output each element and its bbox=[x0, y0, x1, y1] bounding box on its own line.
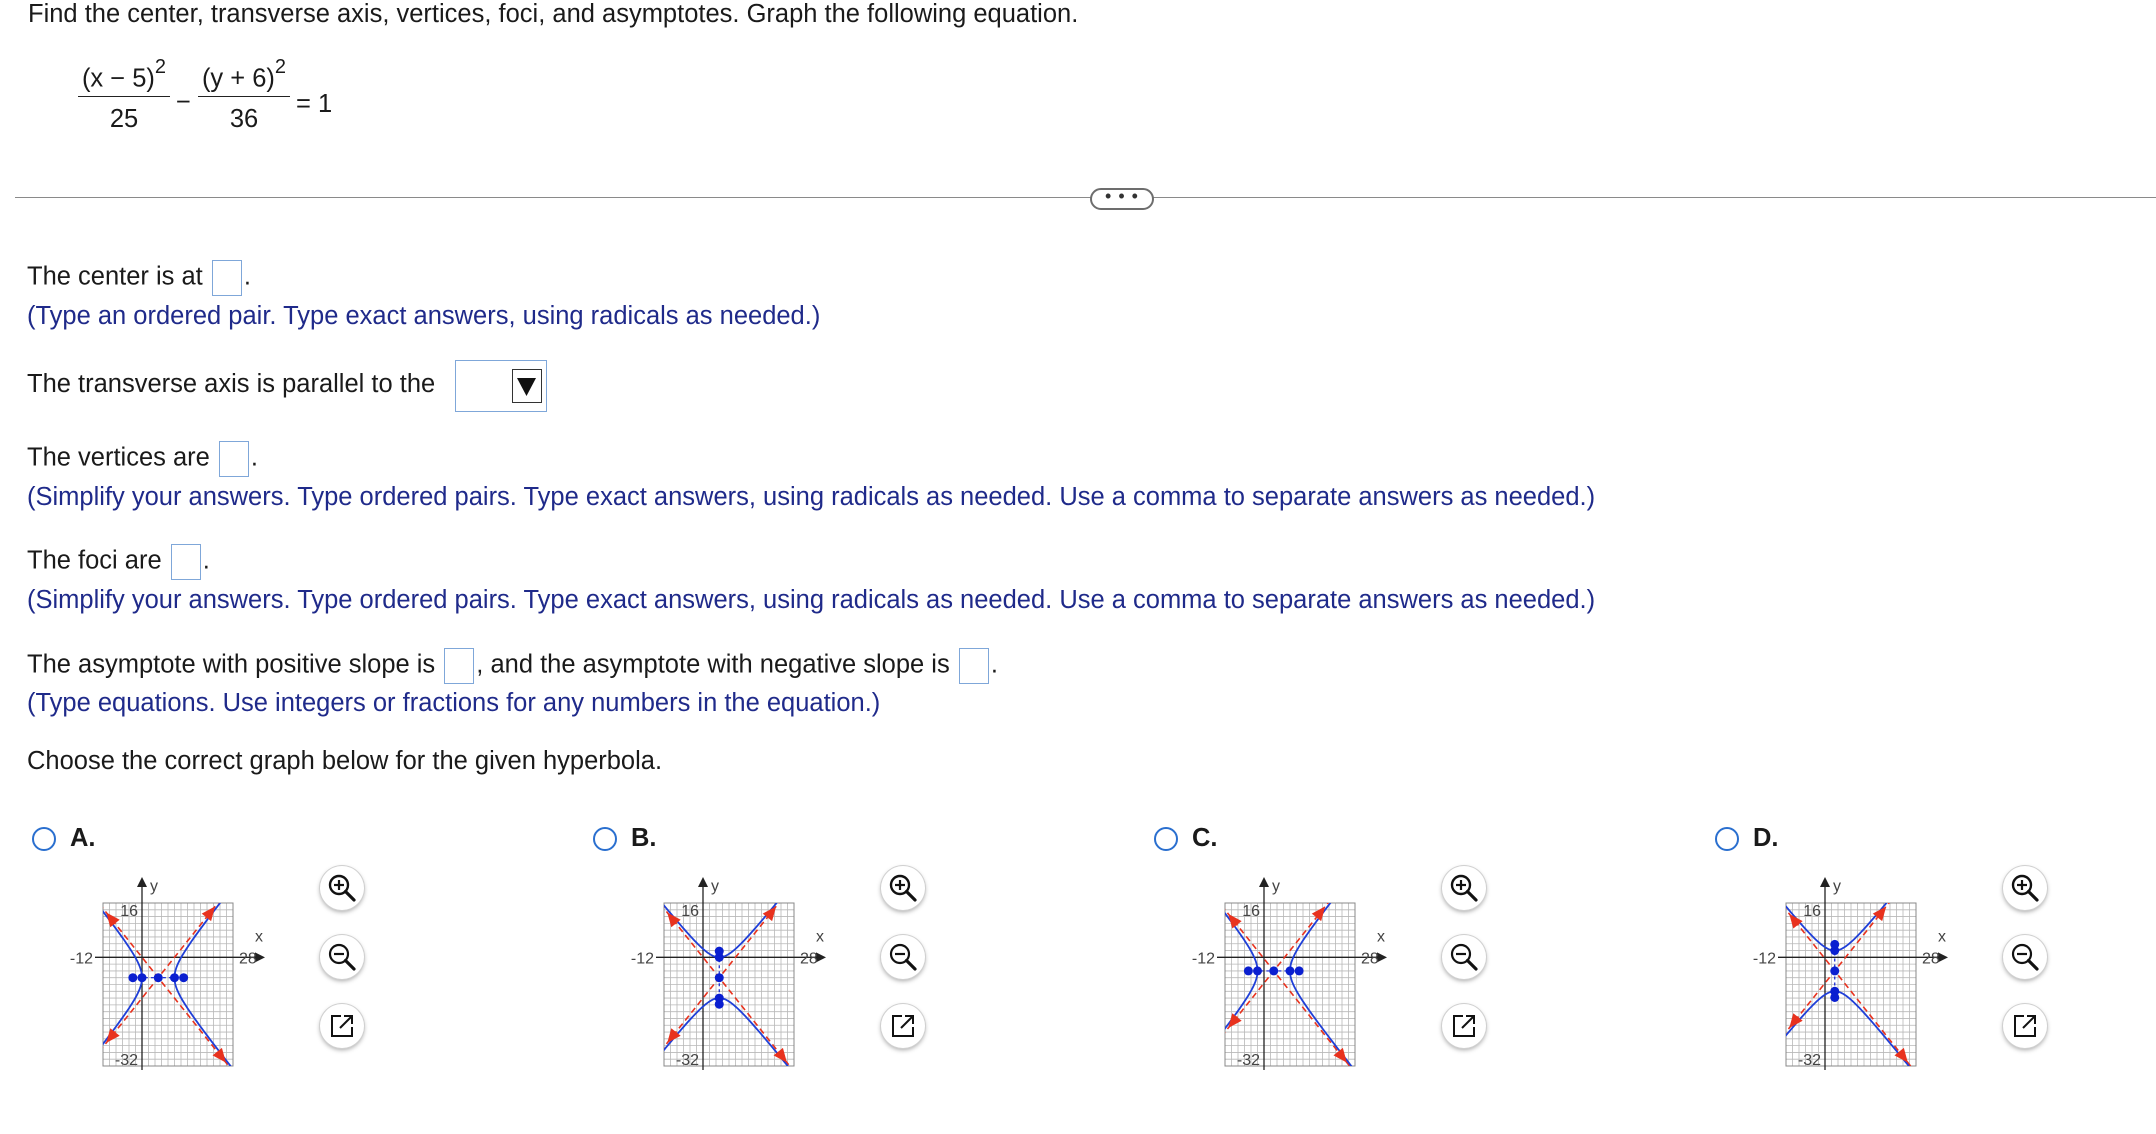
zoom-out-icon bbox=[888, 942, 918, 972]
y-max-tick-label: 16 bbox=[1242, 903, 1260, 920]
open-new-window-button[interactable] bbox=[320, 1004, 364, 1048]
center-suffix: . bbox=[243, 262, 251, 291]
transverse-prefix: The transverse axis is parallel to the bbox=[27, 370, 436, 398]
choose-graph-prompt: Choose the correct graph below for the given hyperbola. bbox=[27, 747, 663, 775]
x-min-tick-label: -12 bbox=[1752, 950, 1776, 968]
option-radio[interactable] bbox=[1154, 827, 1178, 851]
asymptotes-hint: (Type equations. Use integers or fractions for any numbers in the equation.) bbox=[27, 689, 881, 717]
hyperbola-branch bbox=[556, 773, 882, 958]
fraction-2-numerator bbox=[198, 56, 290, 96]
y-min-tick-label: -32 bbox=[1236, 1052, 1260, 1069]
zoom-out-button[interactable] bbox=[1442, 935, 1486, 979]
zoom-out-button[interactable] bbox=[881, 935, 925, 979]
center-hint: (Type an ordered pair. Type exact answers, using radicals as needed.) bbox=[27, 302, 821, 330]
foci-suffix: . bbox=[202, 546, 210, 575]
hyperbola-graph bbox=[606, 868, 824, 1078]
x-axis-label: x bbox=[255, 928, 263, 946]
x-max-tick-label: 28 bbox=[1361, 950, 1379, 968]
open-new-window-icon bbox=[1449, 1011, 1479, 1041]
asymptotes-suffix: . bbox=[990, 650, 998, 679]
asymptote-arrowhead bbox=[213, 1048, 226, 1063]
foci-row bbox=[27, 544, 210, 580]
open-new-window-icon bbox=[888, 1011, 918, 1041]
zoom-out-button[interactable] bbox=[2003, 935, 2047, 979]
option-label[interactable]: C. bbox=[1192, 824, 1218, 852]
x-min-tick-label: -12 bbox=[630, 950, 654, 968]
y-axis-arrow bbox=[698, 877, 708, 887]
y-axis-arrow bbox=[1259, 877, 1269, 887]
center-row bbox=[27, 260, 251, 296]
zoom-in-icon bbox=[327, 873, 357, 903]
open-new-window-button[interactable] bbox=[1442, 1004, 1486, 1048]
zoom-in-button[interactable] bbox=[1442, 866, 1486, 910]
expand-question-button[interactable]: • • • bbox=[1090, 188, 1154, 210]
denominator-2: 36 bbox=[229, 105, 259, 133]
positive-slope-asymptote-input[interactable] bbox=[444, 648, 474, 684]
zoom-out-icon bbox=[327, 942, 357, 972]
exponent-1: 2 bbox=[154, 56, 167, 78]
foci-input[interactable] bbox=[171, 544, 201, 580]
x-axis-label: x bbox=[816, 928, 824, 946]
option-radio[interactable] bbox=[1715, 827, 1739, 851]
vertices-row bbox=[27, 441, 258, 477]
x-max-tick-label: 28 bbox=[1922, 950, 1940, 968]
asymptotes-middle: , and the asymptote with negative slope is bbox=[476, 650, 950, 679]
option-radio[interactable] bbox=[593, 827, 617, 851]
graph-container bbox=[1728, 868, 1946, 1083]
hyperbola-branch bbox=[1672, 991, 1998, 1134]
option-label[interactable]: B. bbox=[631, 824, 657, 852]
question-instruction: Find the center, transverse axis, vertices, foci, and asymptotes. Graph the following equation. bbox=[28, 0, 1079, 28]
zoom-in-icon bbox=[888, 873, 918, 903]
zoom-in-button[interactable] bbox=[2003, 866, 2047, 910]
hyperbola-branch bbox=[1672, 766, 1998, 951]
graph-container bbox=[45, 868, 263, 1083]
asymptote-arrowhead bbox=[1789, 1013, 1802, 1028]
fraction-2 bbox=[198, 56, 290, 134]
x-max-tick-label: 28 bbox=[800, 950, 818, 968]
minus-sign: − bbox=[176, 88, 191, 116]
asymptote-arrowhead bbox=[1873, 906, 1886, 921]
vertices-prefix: The vertices are bbox=[27, 443, 210, 472]
x-axis-label: x bbox=[1377, 928, 1385, 946]
zoom-out-button[interactable] bbox=[320, 935, 364, 979]
zoom-in-icon bbox=[2010, 873, 2040, 903]
x-min-tick-label: -12 bbox=[69, 950, 93, 968]
x-max-tick-label: 28 bbox=[239, 950, 257, 968]
open-new-window-button[interactable] bbox=[881, 1004, 925, 1048]
open-new-window-icon bbox=[2010, 1011, 2040, 1041]
y-min-tick-label: -32 bbox=[114, 1052, 138, 1069]
numerator-1-text: (x − 5) bbox=[81, 64, 155, 93]
y-axis-arrow bbox=[137, 877, 147, 887]
y-min-tick-label: -32 bbox=[1797, 1052, 1821, 1069]
vertices-suffix: . bbox=[250, 443, 259, 472]
option-label[interactable]: A. bbox=[70, 824, 96, 852]
graph-container bbox=[606, 868, 824, 1083]
y-min-tick-label: -32 bbox=[675, 1052, 699, 1069]
y-axis-arrow bbox=[1820, 877, 1830, 887]
hyperbola-graph bbox=[1167, 868, 1385, 1078]
transverse-axis-dropdown[interactable] bbox=[455, 360, 547, 412]
zoom-out-icon bbox=[2010, 942, 2040, 972]
y-max-tick-label: 16 bbox=[120, 903, 138, 920]
zoom-in-button[interactable] bbox=[320, 866, 364, 910]
y-axis-label: y bbox=[1833, 878, 1841, 895]
foci-prefix: The foci are bbox=[27, 546, 162, 575]
vertices-hint: (Simplify your answers. Type ordered pairs. Type exact answers, using radicals as needed. Use a comma to separate answers as needed.) bbox=[27, 483, 1596, 511]
fraction-1 bbox=[78, 56, 170, 134]
denominator-1: 25 bbox=[109, 105, 139, 133]
option-radio[interactable] bbox=[32, 827, 56, 851]
open-new-window-button[interactable] bbox=[2003, 1004, 2047, 1048]
negative-slope-asymptote-input[interactable] bbox=[959, 648, 989, 684]
equation-rhs: = 1 bbox=[296, 90, 333, 118]
vertices-input[interactable] bbox=[219, 441, 249, 477]
asymptotes-prefix: The asymptote with positive slope is bbox=[27, 650, 436, 679]
center-input[interactable] bbox=[212, 260, 242, 296]
dropdown-arrow-icon[interactable] bbox=[512, 369, 542, 403]
asymptote-arrowhead bbox=[667, 1028, 680, 1043]
hyperbola-graph bbox=[45, 868, 263, 1078]
zoom-in-icon bbox=[1449, 873, 1479, 903]
y-axis-label: y bbox=[150, 878, 158, 895]
y-axis-label: y bbox=[1272, 878, 1280, 895]
y-max-tick-label: 16 bbox=[681, 903, 699, 920]
option-label[interactable]: D. bbox=[1753, 824, 1779, 852]
x-axis-label: x bbox=[1938, 928, 1946, 946]
asymptote-arrowhead bbox=[667, 913, 680, 928]
open-new-window-icon bbox=[327, 1011, 357, 1041]
x-min-tick-label: -12 bbox=[1191, 950, 1215, 968]
fraction-1-numerator bbox=[78, 56, 170, 96]
graph-container bbox=[1167, 868, 1385, 1083]
section-divider bbox=[15, 197, 2156, 198]
center-prefix: The center is at bbox=[27, 262, 203, 291]
zoom-out-icon bbox=[1449, 942, 1479, 972]
hyperbola-graph bbox=[1728, 868, 1946, 1078]
zoom-in-button[interactable] bbox=[881, 866, 925, 910]
numerator-2-text: (y + 6) bbox=[201, 64, 275, 93]
asymptotes-row bbox=[27, 648, 998, 684]
y-max-tick-label: 16 bbox=[1803, 903, 1821, 920]
y-axis-label: y bbox=[711, 878, 719, 895]
foci-hint: (Simplify your answers. Type ordered pairs. Type exact answers, using radicals as needed. Use a comma to separate answers as needed.) bbox=[27, 586, 1596, 614]
exponent-2: 2 bbox=[274, 56, 287, 78]
focus-point bbox=[715, 1000, 724, 1009]
asymptote-arrowhead bbox=[1789, 914, 1802, 929]
